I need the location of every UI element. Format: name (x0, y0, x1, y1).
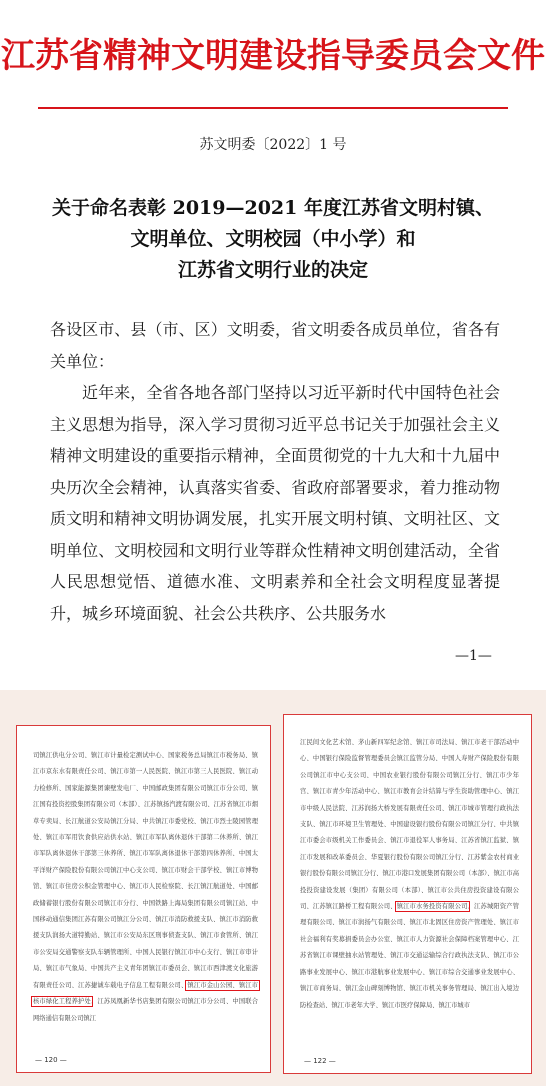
thumbnail-page-number: — 120 — (35, 1056, 67, 1064)
body-text (50, 314, 500, 629)
highlighted-entry: 镇江市水务投资有限公司 (396, 903, 468, 911)
thumbnail-text-before: 司镇江供电分公司、镇江市计量检定测试中心、国家税务总局镇江市税务局、镇江市京东水有限责任公司、镇江市第一人民医院、镇江市第三人民医院、镇江动力检修所、国家能源集团谏壁发电厂、中国邮政集团有限公司镇江市分公司、镇江国有投资控股集团有限公司（本部）、江苏镇扬汽渡有限公司、江苏省镇江市烟草专卖局、长江航道公安局镇江分局、中共镇江市委党校、镇江市烈士陵园管理处、镇江市军用饮食供应站供水站、镇江市军队离休退休干部第二休养所、镇江市军队离休退休干部第三休养所、镇江市军队离休退休干部第四休养所、中国太平洋财产保险股份有限公司镇江中心支公司、镇江市财会干部学校、镇江市博物馆、镇江市住房公积金管理中心、镇江市人民检察院、长江镇江航道处、中国邮政储蓄银行股份有限公司镇江市分行、中国铁路上海局集团有限公司镇江站、中国移动通信集团江苏有限公司镇江分公司、镇江市消防救援支队、镇江市消防救援支队润扬大道特勤站、镇江市公安局东区刑事侦查支队、镇江市食管所、镇江市公安局交通警察支队车辆管理所、中国人民银行镇江市中心支行、镇江市审计局、镇江市气象局、中国共产主义青年团镇江市委员会、镇江市西津渡文化旅游有限责任公司、江苏捷诚车载电子信息工程有限公司、 (33, 752, 258, 989)
heading-line-2: 文明单位、文明校园（中小学）和 (130, 228, 416, 250)
thumbnail-text-after: 、江苏城阳资产管理有限公司、镇江市润扬气有限公司、镇江市北固区住房资产管理处、镇江市社会福利有奖募捐委员会办公室、镇江市人力资源社会保障档案管理中心、江苏省镇江市课壁抽水站管理处、镇江市交通运输综合行政执法支队、镇江市公路事业发展中心、镇江市港航事业发展中心、镇江市综合交通事业发展中心、镇江市商务局、镇江金山碑刻博物馆、镇江市机关事务管理局、镇江出入境边防检查站、镇江市老年大学、镇江市医疗保障局、镇江市城市 (300, 903, 520, 1009)
page-number: —1— (455, 648, 492, 664)
heading-line-3: 江苏省文明行业的决定 (177, 259, 368, 281)
thumbnail-text (33, 748, 258, 1027)
org-title: 江苏省精神文明建设指导委员会文件 (1, 36, 545, 76)
body-paragraph: 近年来，全省各地各部门坚持以习近平新时代中国特色社会主义思想为指导，深入学习贯彻习近平总书记关于加强社会主义精神文明建设的重要指示精神，全面贯彻党的十九大和十九届中央历次全会精神，认真落实省委、省政府部署要求，着力推动物质文明和精神文明协调发展，扎实开展文明村镇、文明社区、文明单位、文明校园和文明行业等群众性精神文明创建活动，全省人民思想觉悟、道德水准、文明素养和全社会文明程度显著提升，城乡环境面貌、社会公共秩序、公共服务水 (50, 383, 500, 623)
highlighted-entry: 镇江市金山公园、镇江市核市绿化工程养护处 (33, 981, 259, 1006)
thumbnail-text-before: 江民间文化艺术馆、茅山新四军纪念馆、镇江市司法局、镇江市老干部活动中心、中国银行保险监督管理委员会镇江监管分局、中国人寿财产保险股份有限公司镇江市中心支公司、中国农业银行股份有限公司镇江分行、镇江市少年宫、镇江市青少年活动中心、镇江市教育会计结算与学生资助管理中心、镇江市中级人民法院、江苏润扬大桥发展有限责任公司、镇江市城市管理行政执法支队、镇江市环境卫生管理处、中国建设银行股份有限公司镇江分行、中共镇江市委会市级机关工作委员会、镇江市退役军人事务局、江苏省镇江监狱、镇江市发展和改革委员会、华夏银行股份有限公司镇江分行、江苏紫金农村商业银行股份有限公司镇江分行、镇江市港口发展集团有限公司（本部）、镇江市高投投资建设发展（集团）有限公司（本部）、镇江市公共住房投资建设有限公司、江苏镇江路桥工程有限公司、 (300, 739, 519, 911)
decision-heading (30, 193, 516, 286)
thumbnail-page-number: — 122 — (304, 1057, 336, 1065)
thumbnail-page-122 (283, 714, 532, 1074)
thumbnail-text-after: 、江苏凤凰新华书店集团有限公司镇江市分公司、中国联合网络通信有限公司镇江 (33, 998, 259, 1022)
salutation: 各设区市、县（市、区）文明委，省文明委各成员单位，省各有关单位： (50, 320, 500, 371)
heading-line-1: 关于命名表彰 2019—2021 年度江苏省文明村镇、 (52, 197, 494, 219)
red-divider (38, 107, 508, 109)
document-number: 苏文明委〔2022〕1 号 (199, 137, 347, 153)
thumbnail-page-120 (16, 725, 271, 1073)
thumbnail-text (300, 735, 519, 1014)
